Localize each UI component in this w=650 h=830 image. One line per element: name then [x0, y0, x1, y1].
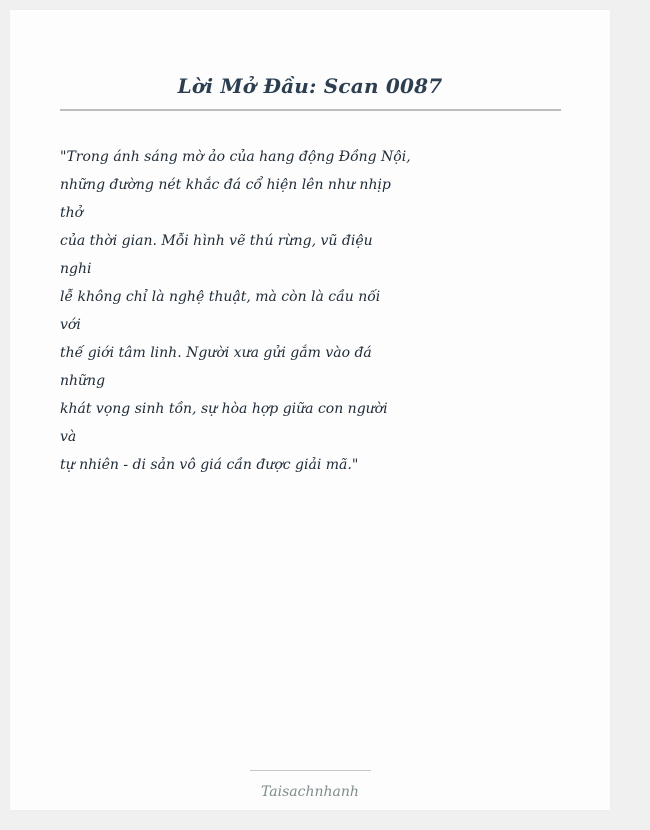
body-line: thở	[60, 205, 84, 221]
title-divider	[60, 109, 561, 111]
body-line: thế giới tâm linh. Người xưa gửi gắm vào đá	[60, 345, 372, 361]
body-line: nghi	[60, 261, 92, 277]
body-line: và	[60, 429, 77, 445]
body-paragraph	[60, 143, 411, 479]
body-line: những đường nét khắc đá cổ hiện lên như nhịp	[60, 177, 391, 193]
footer-divider	[250, 770, 371, 771]
body-line: lễ không chỉ là nghệ thuật, mà còn là cầu nối	[60, 289, 381, 305]
body-line: "Trong ánh sáng mờ ảo của hang động Đồng Nội,	[60, 149, 411, 165]
page-title: Lời Mở Đầu: Scan 0087	[177, 74, 443, 98]
body-line: tự nhiên - di sản vô giá cần được giải mã."	[60, 457, 359, 473]
body-line: khát vọng sinh tồn, sự hòa hợp giữa con người	[60, 401, 388, 417]
footer-source: Taisachnhanh	[261, 784, 359, 800]
body-line: với	[60, 317, 81, 333]
document-page	[10, 10, 610, 810]
body-line: của thời gian. Mỗi hình vẽ thú rừng, vũ điệu	[60, 233, 373, 249]
body-line: những	[60, 373, 106, 389]
